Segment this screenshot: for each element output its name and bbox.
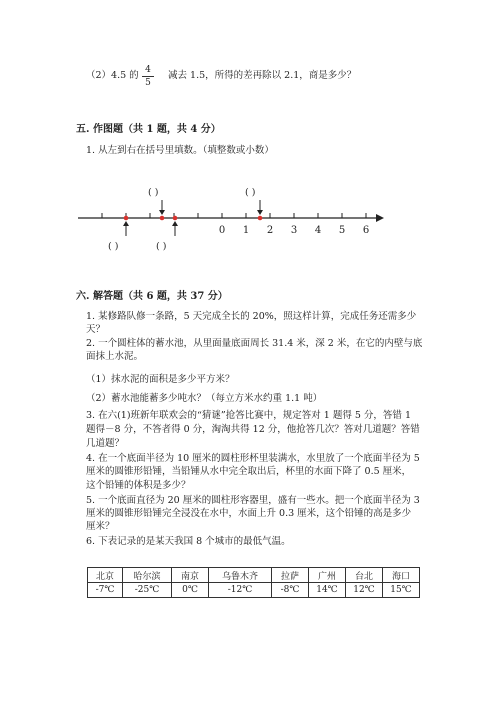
section5-title: 五. 作图题（共 1 题，共 4 分） xyxy=(76,124,221,135)
temperature-cell: 14℃ xyxy=(309,583,346,598)
question-text-line: 这个铅锤的体积是多少？ xyxy=(86,480,191,491)
point-marker xyxy=(160,216,165,221)
tick-label: 3 xyxy=(290,225,298,236)
section5-question: 1. 从左到右在括号里填数。（填整数或小数） xyxy=(86,145,274,156)
point-marker xyxy=(173,216,178,221)
temperature-cell: 12℃ xyxy=(346,583,383,598)
number-line-arrow xyxy=(376,214,384,222)
up-arrow-head xyxy=(172,221,178,226)
temperature-cell: 0℃ xyxy=(172,583,209,598)
temperature-table xyxy=(87,567,420,598)
question-text-line: 5. 一个底面直径为 20 厘米的圆柱形容器里，盛有一些水。把一个底面半径为 3 xyxy=(86,495,420,506)
fraction-bar xyxy=(142,76,154,77)
question-text-line: 1. 某修路队修一条路，5 天完成全长的 20%，照这样计算，完成任务还需多少 xyxy=(86,311,417,322)
temperature-cell: -7℃ xyxy=(88,583,123,598)
city-header-cell: 北京 xyxy=(88,568,123,583)
tick-label: 0 xyxy=(218,225,226,236)
question-text-line: 厘米的圆锥形铅锤，当铅锤从水中完全取出后，杯里的水面下降了 0.5 厘米， xyxy=(86,466,412,477)
temperature-cell: -12℃ xyxy=(209,583,272,598)
section6-title: 六. 解答题（共 6 题，共 37 分） xyxy=(76,291,228,302)
city-header-cell: 乌鲁木齐 xyxy=(209,568,272,583)
question-text-line: 6. 下表记录的是某天我国 8 个城市的最低气温。 xyxy=(86,536,291,547)
fraction xyxy=(142,65,154,88)
point-marker xyxy=(258,216,263,221)
tick-label: 6 xyxy=(362,225,370,236)
blank-paren-top-right[interactable]: ( ) xyxy=(245,187,256,198)
question-text-line: 面抹上水泥。 xyxy=(86,351,144,362)
down-arrow-head xyxy=(159,210,165,215)
city-header-cell: 台北 xyxy=(346,568,383,583)
city-header-cell: 海口 xyxy=(383,568,420,583)
temperature-cell: -25℃ xyxy=(123,583,172,598)
blank-paren-top-left[interactable]: ( ) xyxy=(148,187,159,198)
temperature-cell: -8℃ xyxy=(272,583,309,598)
blank-paren-bottom-right[interactable]: ( ) xyxy=(156,241,167,252)
city-header-cell: 哈尔滨 xyxy=(123,568,172,583)
table-row xyxy=(88,583,420,598)
question-text-line: （2）蓄水池能蓄多少吨水？（每立方米水约重 1.1 吨） xyxy=(86,393,323,404)
tick-label: 1 xyxy=(242,225,250,236)
q2-prefix: （2）4.5 的 xyxy=(86,70,139,81)
point-marker xyxy=(124,216,129,221)
city-header-cell: 拉萨 xyxy=(272,568,309,583)
question-text-line: 几道题？ xyxy=(86,438,125,449)
tick-label: 4 xyxy=(314,225,322,236)
tick-label: 2 xyxy=(266,225,274,236)
question-text-line: 3. 在六(1)班新年联欢会的“猜谜”抢答比赛中，规定答对 1 题得 5 分，答错 1 xyxy=(86,410,411,421)
table-header-row xyxy=(88,568,420,583)
question-text-line: （1）抹水泥的面积是多少平方米？ xyxy=(86,374,235,385)
blank-paren-bottom-left[interactable]: ( ) xyxy=(108,241,119,252)
city-header-cell: 南京 xyxy=(172,568,209,583)
down-arrow-head xyxy=(257,210,263,215)
up-arrow-head xyxy=(123,221,129,226)
fraction-numerator: 4 xyxy=(145,65,151,75)
temperature-cell: 15℃ xyxy=(383,583,420,598)
question-text-line: 4. 在一个底面半径为 10 厘米的圆柱形杯里装满水，水里放了一个底面半径为 5 xyxy=(86,453,420,464)
q2-suffix: 减去 1.5，所得的差再除以 2.1，商是多少？ xyxy=(168,70,357,81)
question-text-line: 2. 一个圆柱体的蓄水池，从里面量底面周长 31.4 米，深 2 米，在它的内壁与底 xyxy=(86,338,423,349)
city-header-cell: 广州 xyxy=(309,568,346,583)
fraction-denominator: 5 xyxy=(145,78,151,88)
question-text-line: 厘米的圆锥形铅锤完全浸没在水中，水面上升 0.3 厘米，这个铅锤的高是多少 xyxy=(86,508,412,519)
question-text-line: 厘米？ xyxy=(86,521,115,532)
tick-label: 5 xyxy=(338,225,346,236)
question-text-line: 题得－8 分，不答者得 0 分，淘淘共得 12 分，他抢答几次？答对几道题？答错 xyxy=(86,424,420,435)
question-text-line: 天？ xyxy=(86,324,106,335)
